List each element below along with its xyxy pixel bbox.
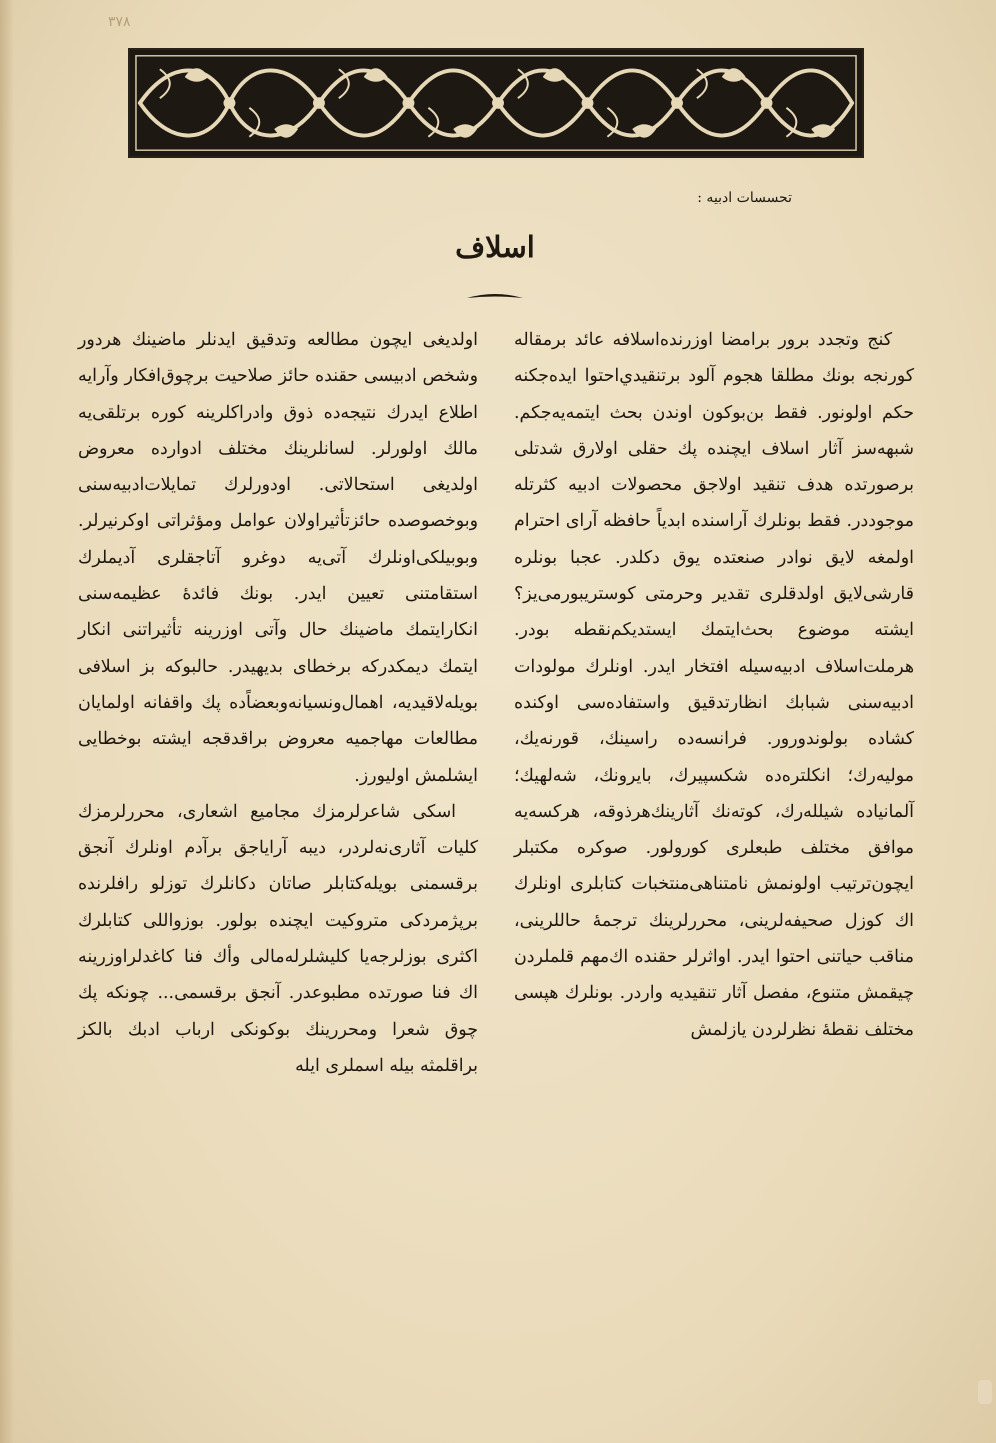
left-text-column	[78, 322, 478, 1084]
paragraph: اسكى شاعرلرمزك مجاميع اشعارى، محررلرمزك كليات آثارى‌نه‌لردر، ديبه آراياجق برآدم اونلرك آنجق برقسمنى بويله‌كتابلر صاتان دكانلرك توزلو رافلرنده برپژمردكى متروكيت ايچنده بولور. بوزواللى كتابلرك اكثرى بوزلرجه‌يا كليشلرله‌مالى وأك فنا كاغدلراوزرينه اك فنا صورتده مطبوعدر. آنجق برقسمى... چونكه پك چوق شعرا ومحررينك بوكونكى ارباب ادبك بالكز براقلمثه بيله اسملرى ايله	[78, 801, 478, 1076]
paragraph: كنج وتجدد برور برامضا اوزرنده‌اسلافه عائد برمقاله كورنجه بونك مطلقا هجوم آلود برتنقيدي‌احتوا ايده‌جكنه حكم اولونور. فقط بن‌بوكون اوندن بحث ايتمه‌يه‌جكم. شبهه‌سز آثار اسلاف ايچنده پك حقلى اولارق شدتلى برصورتده هدف تنقيد اولاجق محصولات ادبيه كثرتله موجوددر. فقط بونلرك آراسنده ابدياً حافظه آراى احترام اولمغه لايق نوادر صنعتده يوق دكلدر. عجبا بونلره قارشى‌لايق اولدقلرى تقدير وحرمتى كوستريبورمى‌يز؟ ايشته موضوع بحث‌ايتمك ايستديكم‌نقطه بودر. هرملت‌اسلاف ادبيه‌سيله افتخار ايدر. اونلرك مولودات ادبيه‌سنى شبابك انظارتدقيق واستفاده‌سى اوكنده كشاده بولوندورور. فرانسه‌ده راسينك، قورنه‌يك، موليه‌رك؛ انكلتره‌ده شكسپيرك، بايرونك، شه‌لهيك؛ آلمانياده شيلله‌رك، كوته‌نك آثارينك‌هرذوقه، هركسه‌يه موافق مختلف طبعلرى كورولور. صوكره مكتبلر ايچون‌ترتيب اولونمش نامتناهى‌منتخبات كتابلرى اونلرك اك كوزل صحيفه‌لرينى، محررلرينك ترجمۀ حاللرينى، مناقب حياتنى احتوا ايدر. اواثرلر حقنده اك‌مهم قلملردن چيقمش متنوع، مفصل آثار تنقيديه واردر. بونلرك هپسى مختلف نقطۀ نظرلردن يازلمش	[514, 330, 914, 1040]
paper-stain	[978, 1380, 992, 1404]
title-divider-icon	[465, 292, 525, 300]
header-ornament-band	[128, 48, 864, 158]
page-binding-shadow	[0, 0, 14, 1443]
section-label: تحسسات ادبيه :	[697, 190, 792, 206]
right-text-column	[514, 322, 914, 1048]
paragraph: اولديغى ايچون مطالعه وتدقيق ايدنلر ماضينك هردور وشخص ادبيسى حقنده حائز صلاحيت برچوق‌افكار وآرايه اطلاع ايدرك نتيجه‌ده ذوق وادراكلرينه كوره برتلقى‌يه مالك اولورلر. لسانلرينك مختلف ادوارده معروض اولديغى استحالاتى. اودورلرك تمايلات‌ادبيه‌سنى وبوخصوصده حائزتأثيراولان عوامل ومؤثراتى اوكرنيرلر. وبوبيلكى‌اونلرك آتى‌يه دوغرو آتاجقلرى آديملرك استقامتنى تعيين ايدر. بونك فائدۀ عظيمه‌سنى انكارايتمك ماضينك حال وآتى اوزرينه تأثيراتنى انكار ايتمك ديمكدركه برخطاى بديهيدر. حالبوكه بز اسلافى بويله‌لاقيديه، اهمال‌ونسيانه‌وبعضاً‌ده پك واقفانه اولمايان مطالعات مهاجميه معروض براقدقجه ايشته بوخطايى ايشلمش اوليورز.	[78, 330, 478, 786]
page-number: ٣٧٨	[108, 14, 131, 30]
article-title: اسلاف	[455, 230, 535, 264]
arabesque-ornament-icon	[130, 50, 862, 156]
